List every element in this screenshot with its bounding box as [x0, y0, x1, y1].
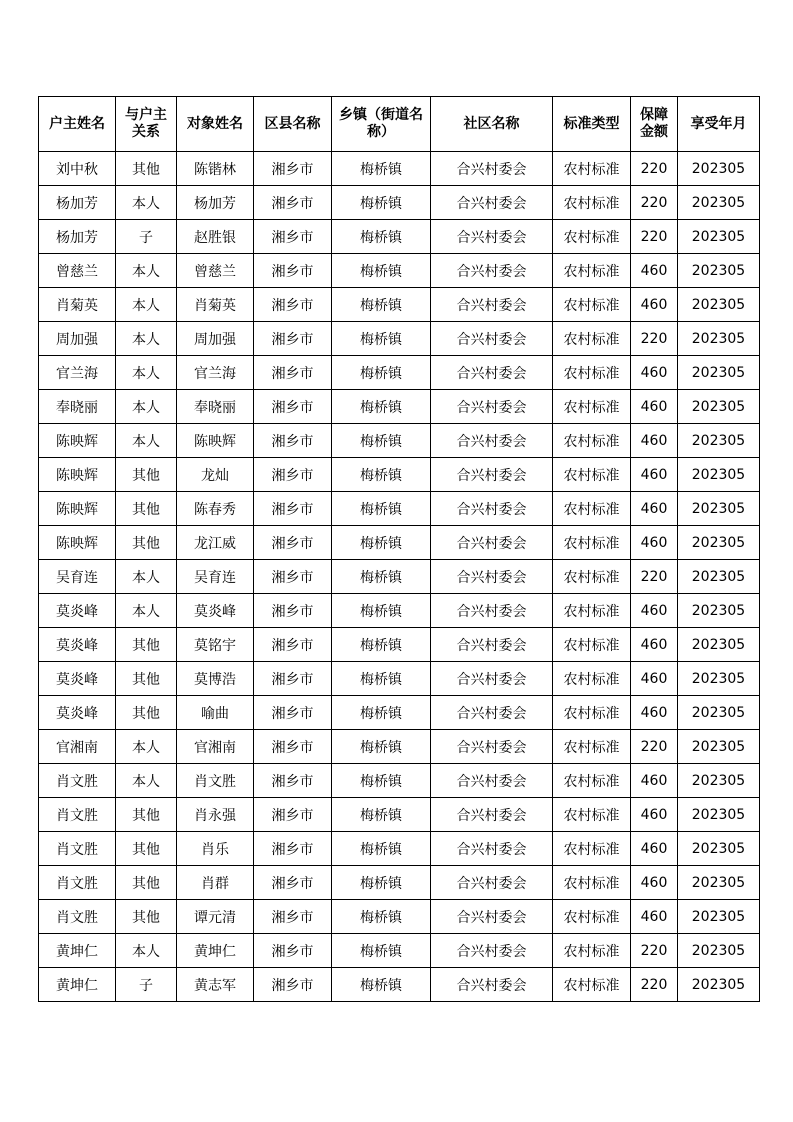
cell-township: 梅桥镇 — [332, 152, 431, 186]
cell-amount: 220 — [631, 934, 678, 968]
cell-householder-name: 奉晓丽 — [39, 390, 116, 424]
cell-amount: 460 — [631, 356, 678, 390]
cell-township: 梅桥镇 — [332, 968, 431, 1002]
cell-recipient-name: 谭元清 — [177, 900, 254, 934]
cell-recipient-name: 肖菊英 — [177, 288, 254, 322]
cell-standard-type: 农村标准 — [553, 968, 631, 1002]
cell-township: 梅桥镇 — [332, 186, 431, 220]
cell-amount: 460 — [631, 458, 678, 492]
cell-county: 湘乡市 — [254, 968, 332, 1002]
cell-county: 湘乡市 — [254, 390, 332, 424]
cell-period: 202305 — [678, 254, 760, 288]
cell-recipient-name: 喻曲 — [177, 696, 254, 730]
cell-amount: 460 — [631, 492, 678, 526]
header-community: 社区名称 — [431, 97, 553, 152]
cell-relation: 其他 — [116, 628, 177, 662]
cell-period: 202305 — [678, 390, 760, 424]
cell-county: 湘乡市 — [254, 458, 332, 492]
cell-county: 湘乡市 — [254, 934, 332, 968]
cell-recipient-name: 肖群 — [177, 866, 254, 900]
cell-householder-name: 周加强 — [39, 322, 116, 356]
cell-period: 202305 — [678, 968, 760, 1002]
cell-township: 梅桥镇 — [332, 288, 431, 322]
cell-township: 梅桥镇 — [332, 526, 431, 560]
cell-relation: 子 — [116, 968, 177, 1002]
cell-standard-type: 农村标准 — [553, 832, 631, 866]
cell-householder-name: 官兰海 — [39, 356, 116, 390]
cell-recipient-name: 陈春秀 — [177, 492, 254, 526]
cell-householder-name: 杨加芳 — [39, 220, 116, 254]
cell-amount: 220 — [631, 968, 678, 1002]
cell-township: 梅桥镇 — [332, 356, 431, 390]
cell-community: 合兴村委会 — [431, 764, 553, 798]
cell-county: 湘乡市 — [254, 798, 332, 832]
cell-community: 合兴村委会 — [431, 220, 553, 254]
cell-householder-name: 肖菊英 — [39, 288, 116, 322]
table-row — [39, 662, 760, 696]
cell-period: 202305 — [678, 492, 760, 526]
cell-county: 湘乡市 — [254, 152, 332, 186]
cell-relation: 其他 — [116, 662, 177, 696]
cell-householder-name: 陈映辉 — [39, 458, 116, 492]
cell-county: 湘乡市 — [254, 730, 332, 764]
cell-community: 合兴村委会 — [431, 798, 553, 832]
cell-relation: 其他 — [116, 832, 177, 866]
cell-period: 202305 — [678, 934, 760, 968]
cell-township: 梅桥镇 — [332, 628, 431, 662]
cell-relation: 本人 — [116, 254, 177, 288]
cell-relation: 其他 — [116, 696, 177, 730]
header-township: 乡镇（街道名称） — [332, 97, 431, 152]
cell-householder-name: 莫炎峰 — [39, 696, 116, 730]
cell-householder-name: 曾慈兰 — [39, 254, 116, 288]
cell-standard-type: 农村标准 — [553, 628, 631, 662]
header-standard-type: 标准类型 — [553, 97, 631, 152]
cell-standard-type: 农村标准 — [553, 288, 631, 322]
table-row — [39, 526, 760, 560]
header-amount: 保障金额 — [631, 97, 678, 152]
cell-community: 合兴村委会 — [431, 390, 553, 424]
cell-community: 合兴村委会 — [431, 492, 553, 526]
cell-township: 梅桥镇 — [332, 492, 431, 526]
cell-standard-type: 农村标准 — [553, 220, 631, 254]
cell-township: 梅桥镇 — [332, 424, 431, 458]
cell-recipient-name: 奉晓丽 — [177, 390, 254, 424]
cell-county: 湘乡市 — [254, 764, 332, 798]
cell-recipient-name: 莫博浩 — [177, 662, 254, 696]
cell-amount: 460 — [631, 662, 678, 696]
cell-relation: 本人 — [116, 764, 177, 798]
cell-recipient-name: 龙江威 — [177, 526, 254, 560]
cell-county: 湘乡市 — [254, 322, 332, 356]
cell-recipient-name: 周加强 — [177, 322, 254, 356]
cell-county: 湘乡市 — [254, 254, 332, 288]
cell-community: 合兴村委会 — [431, 934, 553, 968]
cell-township: 梅桥镇 — [332, 832, 431, 866]
cell-relation: 其他 — [116, 866, 177, 900]
cell-standard-type: 农村标准 — [553, 152, 631, 186]
cell-county: 湘乡市 — [254, 492, 332, 526]
cell-township: 梅桥镇 — [332, 322, 431, 356]
cell-relation: 其他 — [116, 798, 177, 832]
cell-community: 合兴村委会 — [431, 254, 553, 288]
table-row — [39, 832, 760, 866]
cell-period: 202305 — [678, 594, 760, 628]
cell-recipient-name: 杨加芳 — [177, 186, 254, 220]
cell-householder-name: 莫炎峰 — [39, 628, 116, 662]
cell-amount: 460 — [631, 526, 678, 560]
cell-amount: 220 — [631, 322, 678, 356]
cell-amount: 460 — [631, 254, 678, 288]
cell-community: 合兴村委会 — [431, 866, 553, 900]
cell-relation: 子 — [116, 220, 177, 254]
cell-recipient-name: 肖乐 — [177, 832, 254, 866]
cell-county: 湘乡市 — [254, 832, 332, 866]
cell-township: 梅桥镇 — [332, 866, 431, 900]
cell-recipient-name: 吴育连 — [177, 560, 254, 594]
cell-amount: 460 — [631, 288, 678, 322]
cell-standard-type: 农村标准 — [553, 730, 631, 764]
cell-period: 202305 — [678, 798, 760, 832]
cell-recipient-name: 莫铭宇 — [177, 628, 254, 662]
cell-community: 合兴村委会 — [431, 526, 553, 560]
cell-county: 湘乡市 — [254, 866, 332, 900]
table-row — [39, 186, 760, 220]
cell-householder-name: 陈映辉 — [39, 492, 116, 526]
table-row — [39, 594, 760, 628]
cell-township: 梅桥镇 — [332, 934, 431, 968]
cell-period: 202305 — [678, 628, 760, 662]
cell-standard-type: 农村标准 — [553, 594, 631, 628]
cell-period: 202305 — [678, 526, 760, 560]
cell-relation: 本人 — [116, 322, 177, 356]
cell-county: 湘乡市 — [254, 220, 332, 254]
table-row — [39, 254, 760, 288]
header-householder-name: 户主姓名 — [39, 97, 116, 152]
cell-county: 湘乡市 — [254, 594, 332, 628]
cell-standard-type: 农村标准 — [553, 492, 631, 526]
cell-community: 合兴村委会 — [431, 458, 553, 492]
cell-amount: 460 — [631, 628, 678, 662]
header-row — [39, 97, 760, 152]
cell-period: 202305 — [678, 866, 760, 900]
cell-county: 湘乡市 — [254, 628, 332, 662]
table-row — [39, 322, 760, 356]
cell-township: 梅桥镇 — [332, 458, 431, 492]
header-county: 区县名称 — [254, 97, 332, 152]
cell-county: 湘乡市 — [254, 288, 332, 322]
cell-county: 湘乡市 — [254, 900, 332, 934]
table-row — [39, 220, 760, 254]
cell-amount: 220 — [631, 186, 678, 220]
cell-period: 202305 — [678, 220, 760, 254]
cell-recipient-name: 官湘南 — [177, 730, 254, 764]
cell-relation: 其他 — [116, 526, 177, 560]
cell-amount: 460 — [631, 832, 678, 866]
table-row — [39, 730, 760, 764]
cell-county: 湘乡市 — [254, 662, 332, 696]
header-recipient-name: 对象姓名 — [177, 97, 254, 152]
cell-recipient-name: 莫炎峰 — [177, 594, 254, 628]
table-row — [39, 458, 760, 492]
cell-amount: 220 — [631, 152, 678, 186]
cell-relation: 其他 — [116, 492, 177, 526]
cell-standard-type: 农村标准 — [553, 390, 631, 424]
cell-amount: 460 — [631, 594, 678, 628]
table-row — [39, 560, 760, 594]
cell-householder-name: 陈映辉 — [39, 526, 116, 560]
cell-county: 湘乡市 — [254, 356, 332, 390]
cell-standard-type: 农村标准 — [553, 900, 631, 934]
table-body — [39, 152, 760, 1002]
cell-county: 湘乡市 — [254, 424, 332, 458]
cell-period: 202305 — [678, 832, 760, 866]
table-row — [39, 764, 760, 798]
cell-community: 合兴村委会 — [431, 832, 553, 866]
cell-householder-name: 杨加芳 — [39, 186, 116, 220]
cell-period: 202305 — [678, 764, 760, 798]
table-row — [39, 934, 760, 968]
cell-community: 合兴村委会 — [431, 594, 553, 628]
cell-period: 202305 — [678, 424, 760, 458]
cell-county: 湘乡市 — [254, 186, 332, 220]
cell-recipient-name: 官兰海 — [177, 356, 254, 390]
header-relation: 与户主关系 — [116, 97, 177, 152]
cell-community: 合兴村委会 — [431, 322, 553, 356]
cell-period: 202305 — [678, 288, 760, 322]
cell-period: 202305 — [678, 186, 760, 220]
cell-recipient-name: 黄坤仁 — [177, 934, 254, 968]
cell-county: 湘乡市 — [254, 696, 332, 730]
cell-community: 合兴村委会 — [431, 968, 553, 1002]
cell-relation: 本人 — [116, 390, 177, 424]
cell-standard-type: 农村标准 — [553, 798, 631, 832]
cell-amount: 460 — [631, 900, 678, 934]
cell-township: 梅桥镇 — [332, 254, 431, 288]
cell-standard-type: 农村标准 — [553, 560, 631, 594]
cell-community: 合兴村委会 — [431, 152, 553, 186]
cell-amount: 460 — [631, 424, 678, 458]
cell-standard-type: 农村标准 — [553, 424, 631, 458]
cell-period: 202305 — [678, 560, 760, 594]
cell-recipient-name: 龙灿 — [177, 458, 254, 492]
header-period: 享受年月 — [678, 97, 760, 152]
cell-township: 梅桥镇 — [332, 798, 431, 832]
cell-amount: 460 — [631, 866, 678, 900]
cell-period: 202305 — [678, 900, 760, 934]
cell-householder-name: 陈映辉 — [39, 424, 116, 458]
cell-relation: 本人 — [116, 560, 177, 594]
cell-householder-name: 莫炎峰 — [39, 594, 116, 628]
cell-recipient-name: 赵胜银 — [177, 220, 254, 254]
beneficiary-table — [38, 96, 760, 1002]
cell-period: 202305 — [678, 458, 760, 492]
cell-householder-name: 肖文胜 — [39, 900, 116, 934]
cell-community: 合兴村委会 — [431, 356, 553, 390]
cell-period: 202305 — [678, 322, 760, 356]
cell-standard-type: 农村标准 — [553, 866, 631, 900]
cell-community: 合兴村委会 — [431, 560, 553, 594]
table-header — [39, 97, 760, 152]
cell-relation: 本人 — [116, 356, 177, 390]
cell-amount: 460 — [631, 764, 678, 798]
cell-householder-name: 黄坤仁 — [39, 934, 116, 968]
cell-householder-name: 官湘南 — [39, 730, 116, 764]
cell-relation: 本人 — [116, 934, 177, 968]
cell-householder-name: 吴育连 — [39, 560, 116, 594]
cell-township: 梅桥镇 — [332, 594, 431, 628]
cell-recipient-name: 曾慈兰 — [177, 254, 254, 288]
cell-householder-name: 刘中秋 — [39, 152, 116, 186]
cell-period: 202305 — [678, 662, 760, 696]
cell-period: 202305 — [678, 730, 760, 764]
table-row — [39, 152, 760, 186]
cell-householder-name: 黄坤仁 — [39, 968, 116, 1002]
cell-amount: 460 — [631, 390, 678, 424]
cell-standard-type: 农村标准 — [553, 662, 631, 696]
cell-amount: 220 — [631, 730, 678, 764]
cell-township: 梅桥镇 — [332, 560, 431, 594]
table-row — [39, 390, 760, 424]
cell-standard-type: 农村标准 — [553, 458, 631, 492]
cell-community: 合兴村委会 — [431, 186, 553, 220]
table-row — [39, 968, 760, 1002]
table-row — [39, 492, 760, 526]
cell-period: 202305 — [678, 356, 760, 390]
cell-householder-name: 肖文胜 — [39, 798, 116, 832]
table-row — [39, 424, 760, 458]
cell-community: 合兴村委会 — [431, 288, 553, 322]
cell-relation: 本人 — [116, 288, 177, 322]
cell-amount: 460 — [631, 696, 678, 730]
cell-recipient-name: 黄志军 — [177, 968, 254, 1002]
cell-standard-type: 农村标准 — [553, 322, 631, 356]
cell-relation: 其他 — [116, 152, 177, 186]
table-row — [39, 798, 760, 832]
cell-recipient-name: 陈锴林 — [177, 152, 254, 186]
cell-relation: 其他 — [116, 458, 177, 492]
cell-standard-type: 农村标准 — [553, 696, 631, 730]
cell-township: 梅桥镇 — [332, 764, 431, 798]
cell-relation: 本人 — [116, 594, 177, 628]
cell-amount: 220 — [631, 560, 678, 594]
cell-householder-name: 肖文胜 — [39, 832, 116, 866]
cell-community: 合兴村委会 — [431, 900, 553, 934]
cell-period: 202305 — [678, 696, 760, 730]
cell-township: 梅桥镇 — [332, 900, 431, 934]
cell-township: 梅桥镇 — [332, 390, 431, 424]
cell-householder-name: 肖文胜 — [39, 764, 116, 798]
table-row — [39, 356, 760, 390]
cell-recipient-name: 肖文胜 — [177, 764, 254, 798]
cell-community: 合兴村委会 — [431, 424, 553, 458]
table-row — [39, 696, 760, 730]
cell-standard-type: 农村标准 — [553, 934, 631, 968]
cell-standard-type: 农村标准 — [553, 764, 631, 798]
cell-householder-name: 莫炎峰 — [39, 662, 116, 696]
cell-standard-type: 农村标准 — [553, 254, 631, 288]
cell-amount: 220 — [631, 220, 678, 254]
cell-community: 合兴村委会 — [431, 730, 553, 764]
cell-relation: 本人 — [116, 730, 177, 764]
cell-township: 梅桥镇 — [332, 662, 431, 696]
table-row — [39, 628, 760, 662]
table-row — [39, 866, 760, 900]
cell-householder-name: 肖文胜 — [39, 866, 116, 900]
cell-amount: 460 — [631, 798, 678, 832]
cell-relation: 本人 — [116, 424, 177, 458]
cell-recipient-name: 陈映辉 — [177, 424, 254, 458]
cell-county: 湘乡市 — [254, 560, 332, 594]
cell-community: 合兴村委会 — [431, 662, 553, 696]
table-row — [39, 288, 760, 322]
cell-township: 梅桥镇 — [332, 220, 431, 254]
cell-relation: 其他 — [116, 900, 177, 934]
cell-township: 梅桥镇 — [332, 696, 431, 730]
table-row — [39, 900, 760, 934]
cell-standard-type: 农村标准 — [553, 186, 631, 220]
cell-county: 湘乡市 — [254, 526, 332, 560]
cell-standard-type: 农村标准 — [553, 526, 631, 560]
cell-recipient-name: 肖永强 — [177, 798, 254, 832]
cell-township: 梅桥镇 — [332, 730, 431, 764]
cell-community: 合兴村委会 — [431, 628, 553, 662]
cell-community: 合兴村委会 — [431, 696, 553, 730]
cell-standard-type: 农村标准 — [553, 356, 631, 390]
cell-period: 202305 — [678, 152, 760, 186]
cell-relation: 本人 — [116, 186, 177, 220]
